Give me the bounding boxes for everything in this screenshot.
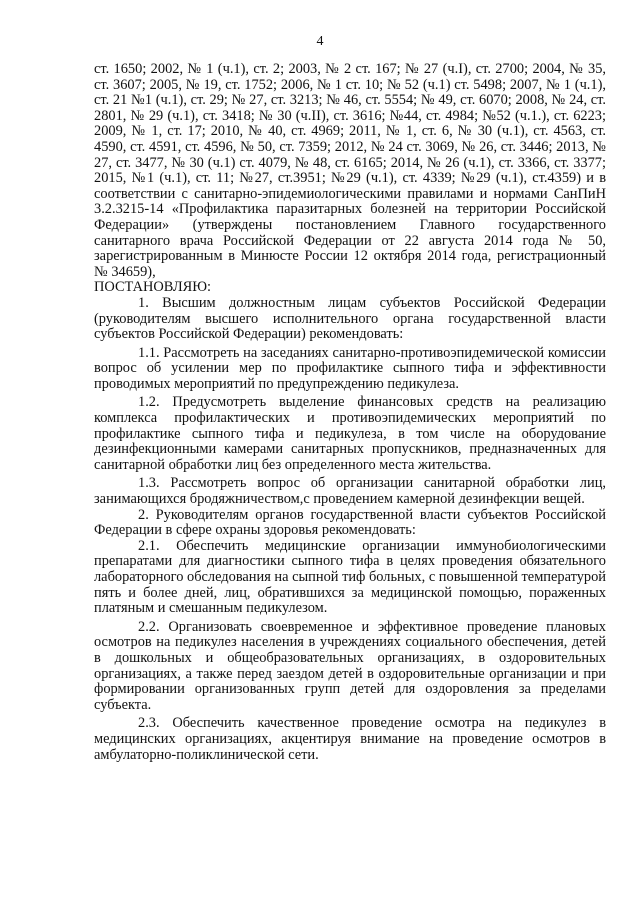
clause-1-2: 1.2. Предусмотреть выделение финансовых средств на реализацию комплекса профилактических и противоэпидемических мероприятий по профилактике сыпного тифа и педикулеза, в том числе на оборудование дезинфекционными камерами санитарных пропускников, предназначенных для санитарной обработки лиц без определенного места жительства.: [94, 394, 606, 473]
document-body: [94, 62, 606, 763]
resolution-heading: ПОСТАНОВЛЯЮ:: [94, 279, 212, 296]
clause-1-1: 1.1. Рассмотреть на заседаниях санитарно-противоэпидемической комиссии вопрос об усилении мер по профилактике сыпного тифа и эффективности проводимых мероприятий по предупреждению педикулеза.: [94, 344, 606, 392]
page-number: 4: [316, 34, 324, 49]
clause-1: 1. Высшим должностным лицам субъектов Российской Федерации (руководителям высшего исполнительного органа государственной власти субъектов Российской Федерации) рекомендовать:: [94, 294, 606, 343]
clause-2-3: 2.3. Обеспечить качественное проведение осмотра на педикулез в медицинских организациях, акцентируя внимание на проведение осмотров в амбулаторно-поликлинической сети.: [94, 715, 606, 763]
clause-2-1: 2.1. Обеспечить медицинские организации иммунобиологическими препаратами для диагностики сыпного тифа в целях проведения обязательного лабораторного обследования на сыпной тиф больных, с повышенной температурой пять и более дней, лиц, обратившихся за медицинской помощью, пораженных платяным и смешанным педикулезом.: [94, 537, 606, 617]
clause-1-3: 1.3. Рассмотреть вопрос об организации санитарной обработки лиц, занимающихся бродяжничеством,с проведением камерной дезинфекции вещей.: [94, 475, 606, 508]
clause-2: 2. Руководителям органов государственной власти субъектов Российской Федерации в сфере охраны здоровья рекомендовать:: [94, 506, 606, 539]
clause-2-2: 2.2. Организовать своевременное и эффективное проведение плановых осмотров на педикулез населения в учреждениях социального обеспечения, детей в дошкольных и общеобразовательных организациях, в оздоровительных организациях, а также перед заездом детей в оздоровительные организации и при формировании организованных групп детей для оздоровления за пределами субъекта.: [94, 618, 606, 713]
legal-references-paragraph: ст. 1650; 2002, № 1 (ч.1), ст. 2; 2003, № 2 ст. 167; № 27 (ч.I), ст. 2700; 2004, № 35, ст. 3607; 2005, № 19, ст. 1752; 2006, № 1 ст. 10; № 52 (ч.1) ст. 5498; 2007, № 1 (ч.1), ст. 21 №1 (ч.1), ст. 29; № 27, ст. 3213; № 46, ст. 5554; № 49, ст. 6070; 2008, № 24, ст. 2801, № 29 (ч.1), ст. 3418; № 30 (ч.II), ст. 3616; №44, ст. 4984; №52 (ч.1.), ст. 6223; 2009, № 1, ст. 17; 2010, № 40, ст. 4969; 2011, № 1, ст. 6, № 30 (ч.1), ст. 4563, ст. 4590, ст. 4591, ст. 4596, № 50, ст. 7359; 2012, № 24 ст. 3069, № 26, ст. 3446; 2013, № 27, ст. 3477, № 30 (ч.1) ст. 4079, № 48, ст. 6165; 2014, № 26 (ч.1), ст. 3366, ст. 3377; 2015, №1 (ч.1), ст. 11; №27, ст.3951; №29 (ч.1), ст. 4339; №29 (ч.1), ст.4359) и в соответствии с санитарно-эпидемиологическими правилами и нормами СанПиН 3.2.3215-14 «Профилактика паразитарных болезней на территории Российской Федерации» (утверждены постановлением Главного государственного санитарного врача Российской Федерации от 22 августа 2014 года № 50, зарегистрированным в Минюсте России 12 октября 2014 года, регистрационный № 34659),: [94, 61, 606, 280]
